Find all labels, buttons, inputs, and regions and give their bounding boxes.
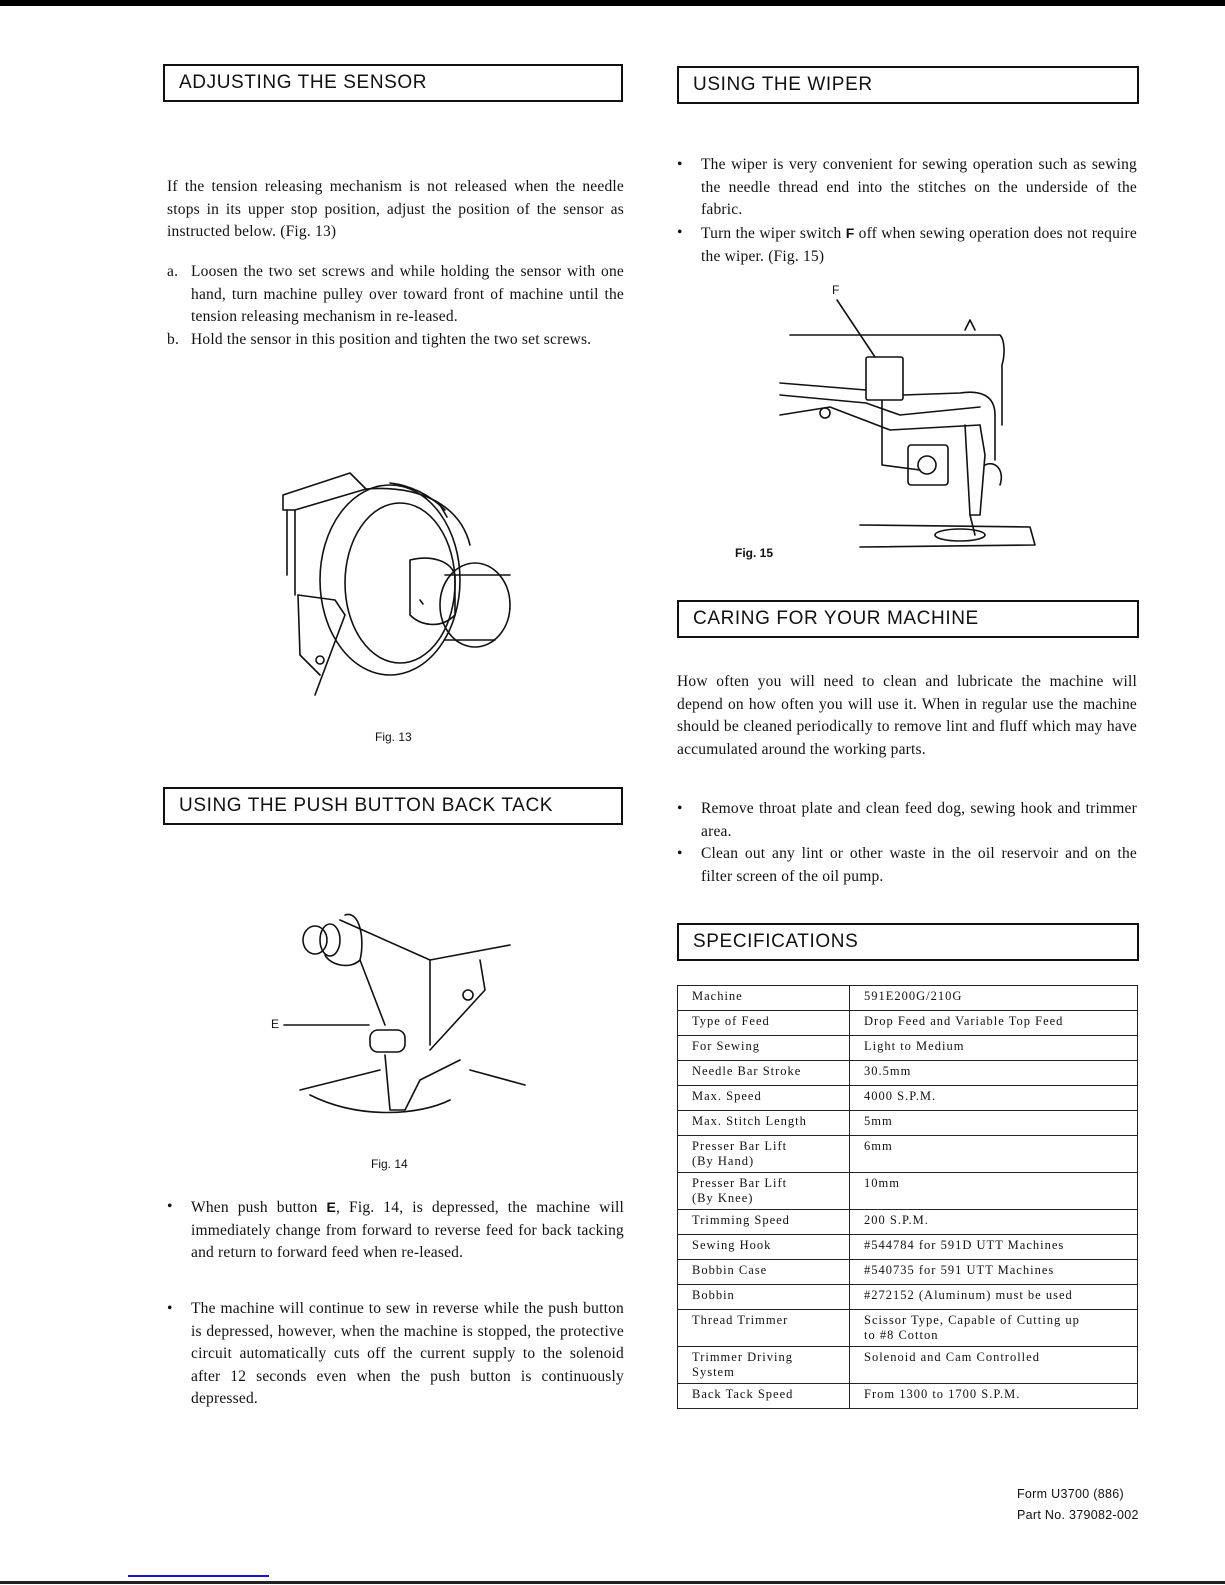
spec-label: Sewing Hook bbox=[678, 1235, 850, 1260]
sensor-intro: If the tension releasing mechanism is not released when the needle stops in its upper stop position, adjust the position of the sensor as instructed below. (Fig. 13) bbox=[167, 178, 624, 240]
step-marker: b. bbox=[167, 330, 180, 348]
spec-value: Solenoid and Cam Controlled bbox=[850, 1347, 1138, 1384]
spec-label: Trimming Speed bbox=[678, 1210, 850, 1235]
spec-value: 591E200G/210G bbox=[850, 986, 1138, 1011]
spec-row bbox=[678, 1384, 1138, 1409]
text: off when sewing operation does not require the wiper. (Fig. 15) bbox=[701, 225, 1137, 265]
figure-15-caption: Fig. 15 bbox=[735, 546, 774, 560]
spec-row bbox=[678, 1210, 1138, 1235]
spec-label: Max. Speed bbox=[678, 1086, 850, 1111]
heading-push-button-back-tack bbox=[163, 787, 623, 825]
text: Clean out any lint or other waste in the oil reservoir and on the filter screen of the oil pump. bbox=[701, 845, 1137, 885]
spec-label: Bobbin Case bbox=[678, 1260, 850, 1285]
spec-value: 200 S.P.M. bbox=[850, 1210, 1138, 1235]
spec-row bbox=[678, 1111, 1138, 1136]
step-text: Loosen the two set screws and while holding the sensor with one hand, turn machine pulley over toward front of machine until the tension releasing mechanism in re-leased. bbox=[191, 263, 624, 325]
heading-caring-for-machine bbox=[677, 600, 1139, 638]
spec-row bbox=[678, 1061, 1138, 1086]
spec-row bbox=[678, 1086, 1138, 1111]
button-label-e: E bbox=[326, 1199, 337, 1215]
spec-label: Max. Stitch Length bbox=[678, 1111, 850, 1136]
figure-15-wiper-illustration bbox=[780, 295, 1040, 575]
spec-row bbox=[678, 1173, 1138, 1210]
sensor-steps bbox=[167, 261, 624, 351]
scan-top-edge bbox=[0, 0, 1225, 6]
link-underline[interactable] bbox=[128, 1575, 269, 1577]
bullet-dot: • bbox=[167, 1300, 173, 1317]
caring-bullet-2 bbox=[677, 843, 1137, 888]
figure-14-label-e: E bbox=[271, 1017, 280, 1031]
bullet-dot: • bbox=[677, 800, 683, 817]
sensor-step-b bbox=[167, 329, 624, 352]
spec-row bbox=[678, 1260, 1138, 1285]
spec-row bbox=[678, 1235, 1138, 1260]
sensor-step-a bbox=[167, 261, 624, 329]
wiper-bullet-1 bbox=[677, 154, 1137, 222]
spec-label: For Sewing bbox=[678, 1036, 850, 1061]
spec-row bbox=[678, 1011, 1138, 1036]
spec-label: Machine bbox=[678, 986, 850, 1011]
heading-using-wiper bbox=[677, 66, 1139, 104]
figure-14-back-tack-illustration bbox=[280, 900, 530, 1120]
bullet-dot: • bbox=[677, 224, 683, 241]
heading-text: USING THE WIPER bbox=[693, 74, 873, 95]
figure-13-caption: Fig. 13 bbox=[375, 730, 412, 744]
spec-value: 6mm bbox=[850, 1136, 1138, 1173]
bullet-dot: • bbox=[677, 156, 683, 173]
text: , Fig. 14, is depressed, the machine will immediately change from forward to reverse feed for back tacking and return to forward feed when re-leased. bbox=[191, 1199, 624, 1261]
spec-label: Thread Trimmer bbox=[678, 1310, 850, 1347]
caring-intro: How often you will need to clean and lubricate the machine will depend on how often you will use it. When in regular use the machine should be cleaned periodically to remove lint and fluff which may have accumulated around the working parts. bbox=[677, 673, 1137, 758]
scan-bottom-edge bbox=[0, 1581, 1225, 1584]
spec-value: From 1300 to 1700 S.P.M. bbox=[850, 1384, 1138, 1409]
text: Turn the wiper switch bbox=[701, 225, 846, 242]
spec-value: 4000 S.P.M. bbox=[850, 1086, 1138, 1111]
text: Remove throat plate and clean feed dog, sewing hook and trimmer area. bbox=[701, 800, 1137, 840]
spec-row bbox=[678, 1036, 1138, 1061]
heading-text: ADJUSTING THE SENSOR bbox=[179, 72, 428, 93]
spec-value: #272152 (Aluminum) must be used bbox=[850, 1285, 1138, 1310]
back-tack-bullet-1 bbox=[167, 1196, 624, 1265]
step-text: Hold the sensor in this position and tighten the two set screws. bbox=[191, 330, 592, 348]
spec-value: #544784 for 591D UTT Machines bbox=[850, 1235, 1138, 1260]
figure-13-pulley-illustration bbox=[280, 465, 530, 695]
part-number: Part No. 379082-002 bbox=[1017, 1508, 1139, 1522]
spec-row bbox=[678, 1285, 1138, 1310]
step-marker: a. bbox=[167, 263, 179, 280]
spec-row bbox=[678, 1136, 1138, 1173]
bullet-dot: • bbox=[677, 845, 683, 862]
text: The wiper is very convenient for sewing operation such as sewing the needle thread end into the stitches on the underside of the fabric. bbox=[701, 156, 1137, 218]
spec-row bbox=[678, 1310, 1138, 1347]
figure-14-pointer-line bbox=[284, 1023, 374, 1029]
bullet-dot: • bbox=[167, 1198, 173, 1215]
spec-label: Trimmer Driving System bbox=[678, 1347, 850, 1384]
switch-label-f: F bbox=[845, 225, 855, 241]
back-tack-bullet-2 bbox=[167, 1298, 624, 1411]
spec-value: Drop Feed and Variable Top Feed bbox=[850, 1011, 1138, 1036]
figure-15-label-f: F bbox=[832, 283, 840, 297]
spec-label: Presser Bar Lift (By Knee) bbox=[678, 1173, 850, 1210]
spec-value: 30.5mm bbox=[850, 1061, 1138, 1086]
heading-adjusting-sensor bbox=[163, 64, 623, 102]
heading-specifications bbox=[677, 923, 1139, 961]
spec-label: Needle Bar Stroke bbox=[678, 1061, 850, 1086]
wiper-bullet-2 bbox=[677, 222, 1137, 268]
spec-row bbox=[678, 1347, 1138, 1384]
spec-value: 5mm bbox=[850, 1111, 1138, 1136]
specifications-table bbox=[677, 985, 1138, 1409]
heading-text: USING THE PUSH BUTTON BACK TACK bbox=[179, 795, 554, 816]
figure-14-caption: Fig. 14 bbox=[371, 1157, 408, 1171]
spec-value: 10mm bbox=[850, 1173, 1138, 1210]
spec-row bbox=[678, 986, 1138, 1011]
heading-text: CARING FOR YOUR MACHINE bbox=[693, 608, 979, 629]
text: When push button bbox=[191, 1199, 327, 1216]
spec-label: Type of Feed bbox=[678, 1011, 850, 1036]
spec-label: Back Tack Speed bbox=[678, 1384, 850, 1409]
form-number: Form U3700 (886) bbox=[1017, 1487, 1124, 1501]
heading-text: SPECIFICATIONS bbox=[693, 931, 859, 952]
spec-value: Scissor Type, Capable of Cutting up to #8 Cotton bbox=[850, 1310, 1138, 1347]
spec-label: Bobbin bbox=[678, 1285, 850, 1310]
spec-value: Light to Medium bbox=[850, 1036, 1138, 1061]
text: The machine will continue to sew in reverse while the push button is depressed, however, when the machine is stopped, the protective circuit automatically cuts off the current supply to the solenoid after 12 seconds even when the push button is continuously depressed. bbox=[191, 1300, 624, 1407]
caring-bullet-1 bbox=[677, 798, 1137, 843]
spec-value: #540735 for 591 UTT Machines bbox=[850, 1260, 1138, 1285]
spec-label: Presser Bar Lift (By Hand) bbox=[678, 1136, 850, 1173]
